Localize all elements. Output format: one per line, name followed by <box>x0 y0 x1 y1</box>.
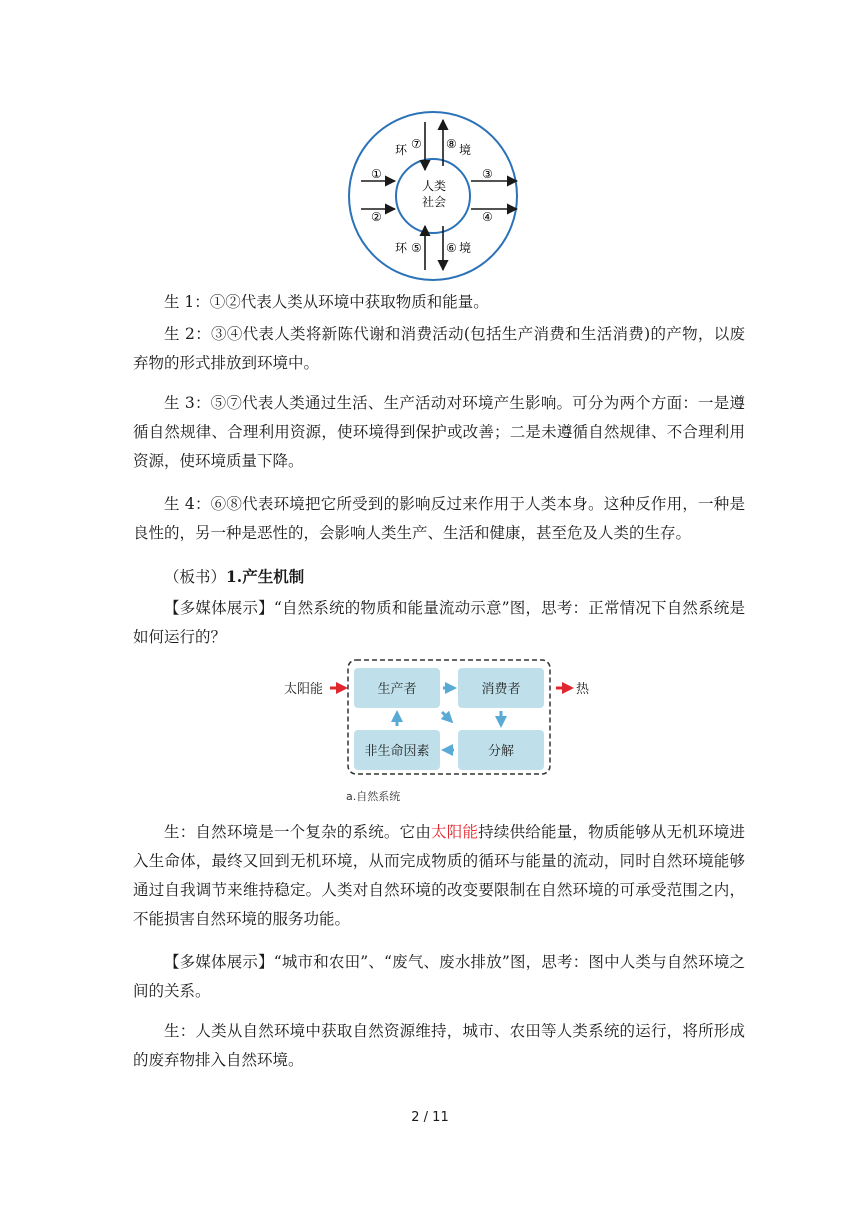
center-label-1: 人类 <box>421 179 447 193</box>
solar-energy-label: 太阳能 <box>284 682 324 697</box>
heat-label: 热 <box>576 682 590 697</box>
student-answer-final: 生：人类从自然环境中获取自然资源维持，城市、农田等人类系统的运行，将所形成的废弃物排入自然环境。 <box>133 1022 745 1069</box>
decompose-label: 分解 <box>487 744 515 759</box>
paragraph-1 <box>133 288 745 317</box>
producer-label: 生产者 <box>377 682 417 697</box>
consumer-label: 消费者 <box>481 682 521 697</box>
paragraph-5 <box>133 562 745 592</box>
center-label-2: 社会 <box>421 195 447 209</box>
multimedia-prompt-2: 【多媒体展示】“城市和农田”、“废气、废水排放”图，思考：图中人类与自然环境之间的关系。 <box>133 953 745 1000</box>
env-char-bottom-right: 境 <box>459 241 472 255</box>
num-4: ④ <box>482 210 493 224</box>
section-heading: 1.产生机制 <box>226 567 305 586</box>
num-3: ③ <box>482 167 493 181</box>
paragraph-4 <box>133 490 745 548</box>
paragraph-9 <box>133 1017 745 1075</box>
solar-energy-highlight: 太阳能 <box>431 823 479 841</box>
student-answer-1: 生 1：①②代表人类从环境中获取物质和能量。 <box>164 293 489 311</box>
answer-prefix: 生：自然环境是一个复杂的系统。它由 <box>164 823 432 841</box>
multimedia-prompt-1: 【多媒体展示】“自然系统的物质和能量流动示意”图，思考：正常情况下自然系统是如何运行的？ <box>133 599 745 646</box>
num-8: ⑧ <box>446 137 457 151</box>
figure-caption: a.自然系统 <box>346 790 401 803</box>
natural-system-diagram <box>282 656 592 808</box>
page-number: 2 / 11 <box>411 1110 449 1125</box>
answer-rest: 持续供给能量，物质能够从无机环境进入生命体，最终又回到无机环境，从而完成物质的循环与能量的流动，同时自然环境能够通过自我调节来维持稳定。人类对自然环境的改变要限制在自然环境的可承受范围之内，不能损害自然环境的服务功能。 <box>133 823 745 928</box>
student-answer-3: 生 3：⑤⑦代表人类通过生活、生产活动对环境产生影响。可分为两个方面：一是遵循自然规律、合理利用资源，使环境得到保护或改善；二是未遵循自然规律、不合理利用资源，使环境质量下降。 <box>133 394 745 470</box>
paragraph-2 <box>133 320 745 378</box>
num-7: ⑦ <box>411 137 422 151</box>
num-1: ① <box>371 167 382 181</box>
env-char-bottom-left: 环 <box>395 241 408 255</box>
num-5: ⑤ <box>411 241 422 255</box>
paragraph-6 <box>133 594 745 652</box>
env-char-top-right: 境 <box>459 143 472 157</box>
num-6: ⑥ <box>446 241 457 255</box>
student-answer-4: 生 4：⑥⑧代表环境把它所受到的影响反过来作用于人类本身。这种反作用，一种是良性的，另一种是恶性的，会影响人类生产、生活和健康，甚至危及人类的生存。 <box>133 495 745 542</box>
env-char-top-left: 环 <box>395 143 408 157</box>
paragraph-8 <box>133 948 745 1006</box>
student-answer-2: 生 2：③④代表人类将新陈代谢和消费活动(包括生产消费和生活消费)的产物，以废弃物的形式排放到环境中。 <box>133 325 745 372</box>
paragraph-7 <box>133 818 745 934</box>
paragraph-3 <box>133 389 745 476</box>
arrow-producer-decompose <box>442 712 449 719</box>
abiotic-label: 非生命因素 <box>364 744 430 759</box>
human-environment-diagram <box>345 108 521 284</box>
board-note-prefix: （板书） <box>164 568 227 586</box>
num-2: ② <box>371 210 382 224</box>
